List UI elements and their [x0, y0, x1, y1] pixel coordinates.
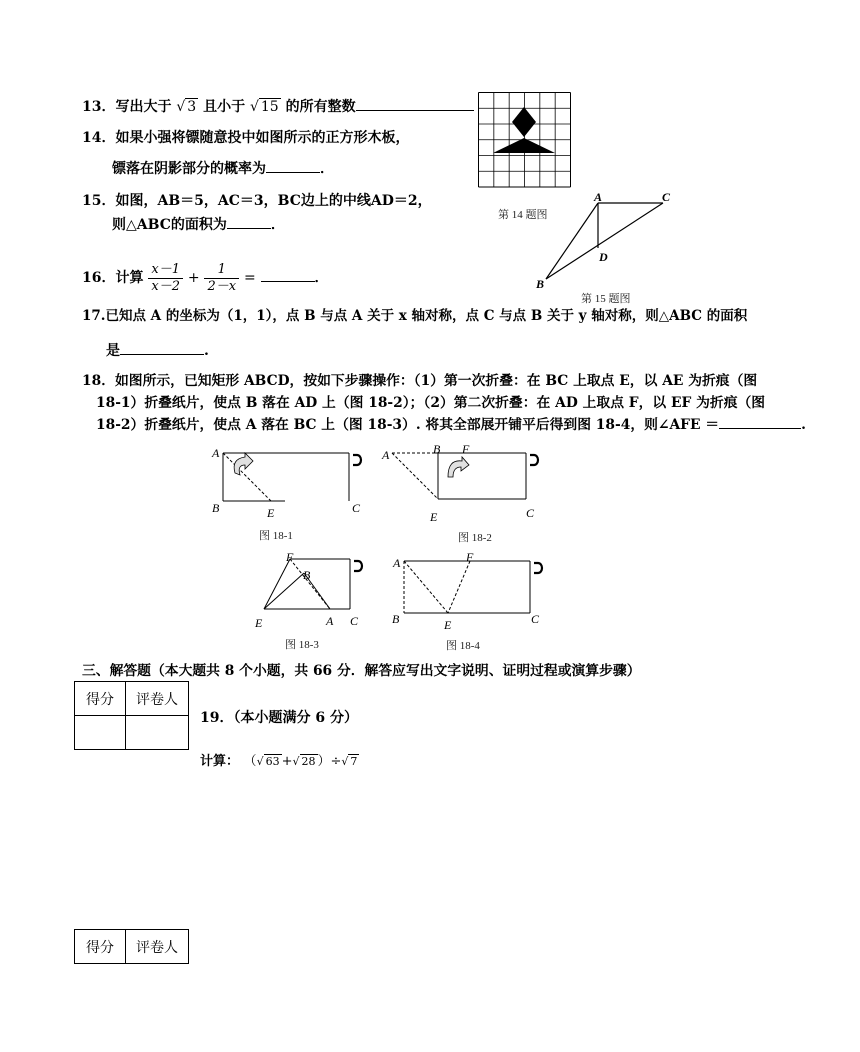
question-18-line3: 18-2）折叠纸片，使点 A 落在 BC 上（图 18-3）. 将其全部展开铺平后得到图 18-4，则∠AFE ＝ .: [96, 414, 806, 435]
fraction-1: $\frac{x-1}{x-2}$: [148, 262, 183, 295]
score-table-19: [74, 681, 189, 750]
question-19-expression: 计算： （√ 63 +√ 28 ）÷√ 7: [200, 754, 358, 769]
question-15: 15．如图，AB＝5，AC＝3，BC边上的中线AD＝2，: [82, 193, 432, 209]
question-14-line2: 镖落在阴影部分的概率为 ．: [112, 158, 334, 179]
svg-text:C: C: [526, 506, 535, 520]
svg-text:C: C: [352, 501, 361, 515]
answer-blank-18[interactable]: [719, 414, 801, 429]
figure-18-3: [250, 551, 375, 631]
label-C: C: [662, 190, 671, 204]
question-18-line2: 18-1）折叠纸片，使点 B 落在 AD 上（图 18-2）；（2）第二次折叠：在 AD 上取点 F，以 EF 为折痕（图: [96, 395, 766, 411]
svg-text:A: A: [382, 448, 390, 462]
svg-text:B: B: [303, 568, 311, 582]
fraction-2: $\frac{1}{2-x}$: [204, 262, 239, 295]
svg-text:B: B: [392, 612, 400, 626]
svg-text:F: F: [466, 551, 474, 564]
svg-text:F: F: [462, 443, 470, 456]
shaded-diamond: [512, 107, 536, 137]
triangle-abc-figure: [528, 190, 678, 295]
label-B: B: [536, 277, 545, 291]
question-15-line2: 则△ABC的面积为 ．: [112, 214, 285, 235]
caption-fig18-4: 图 18-4: [446, 640, 480, 652]
answer-blank-14[interactable]: [266, 158, 320, 173]
svg-text:A: A: [393, 556, 401, 570]
caption-fig18-1: 图 18-1: [259, 530, 293, 542]
question-17-line2: 是 .: [106, 340, 209, 361]
label-A: A: [594, 190, 603, 204]
svg-text:A: A: [212, 446, 220, 460]
svg-text:E: E: [255, 616, 263, 630]
answer-blank-13[interactable]: [356, 96, 474, 111]
score-header: 得分: [75, 930, 126, 964]
sqrt-15: √ 15: [249, 99, 279, 115]
svg-text:E: E: [267, 506, 275, 520]
score-table-20: [74, 929, 189, 964]
svg-text:E: E: [444, 618, 452, 632]
question-14: 14．如果小强将镖随意投中如图所示的正方形木板，: [82, 130, 410, 146]
caption-fig18-3: 图 18-3: [285, 639, 319, 651]
svg-text:C: C: [531, 612, 540, 626]
answer-blank-15[interactable]: [227, 214, 271, 229]
section-3-heading: 三、解答题（本大题共 8 个小题，共 66 分．解答应写出文字说明、证明过程或演算步骤）: [82, 663, 641, 679]
caption-fig15: 第 15 题图: [581, 293, 631, 305]
fold-arrow-icon: [448, 457, 469, 477]
grader-header: 评卷人: [126, 930, 189, 964]
dartboard-figure: [478, 92, 572, 188]
question-19-title: 19．（本小题满分 6 分）: [200, 710, 358, 726]
fold-arrow-icon: [234, 453, 253, 475]
answer-blank-16[interactable]: [261, 267, 315, 282]
question-17: 17.已知点 A 的坐标为（1，1），点 B 与点 A 关于 x 轴对称，点 C 与点 B 关于 y 轴对称，则△ABC 的面积: [82, 308, 748, 324]
sqrt-3: √ 3: [176, 99, 197, 115]
figure-18-2: [378, 443, 553, 525]
svg-text:B: B: [433, 443, 441, 456]
question-16: 16．计算 $\frac{x-1}{x-2}$ + $\frac{1}{2-x}$ = ．: [82, 261, 329, 294]
score-cell[interactable]: [75, 716, 126, 750]
svg-text:E: E: [430, 510, 438, 524]
question-13: 13．写出大于 √ 3 且小于 √ 15 的所有整数: [82, 96, 474, 117]
svg-text:A: A: [326, 614, 334, 628]
question-18: 18．如图所示，已知矩形 ABCD，按如下步骤操作：（1）第一次折叠：在 BC 上取点 E，以 AE 为折痕（图: [82, 373, 758, 389]
svg-text:C: C: [350, 614, 359, 628]
label-D: D: [599, 250, 608, 264]
answer-blank-17[interactable]: [120, 340, 204, 355]
figure-18-4: [390, 551, 555, 633]
caption-fig18-2: 图 18-2: [458, 532, 492, 544]
caption-fig14: 第 14 题图: [498, 209, 548, 221]
shaded-triangle: [493, 138, 555, 153]
svg-text:B: B: [212, 501, 220, 515]
figure-18-1: [205, 443, 375, 523]
svg-text:F: F: [286, 551, 294, 564]
grader-header: 评卷人: [126, 682, 189, 716]
score-header: 得分: [75, 682, 126, 716]
grader-cell[interactable]: [126, 716, 189, 750]
